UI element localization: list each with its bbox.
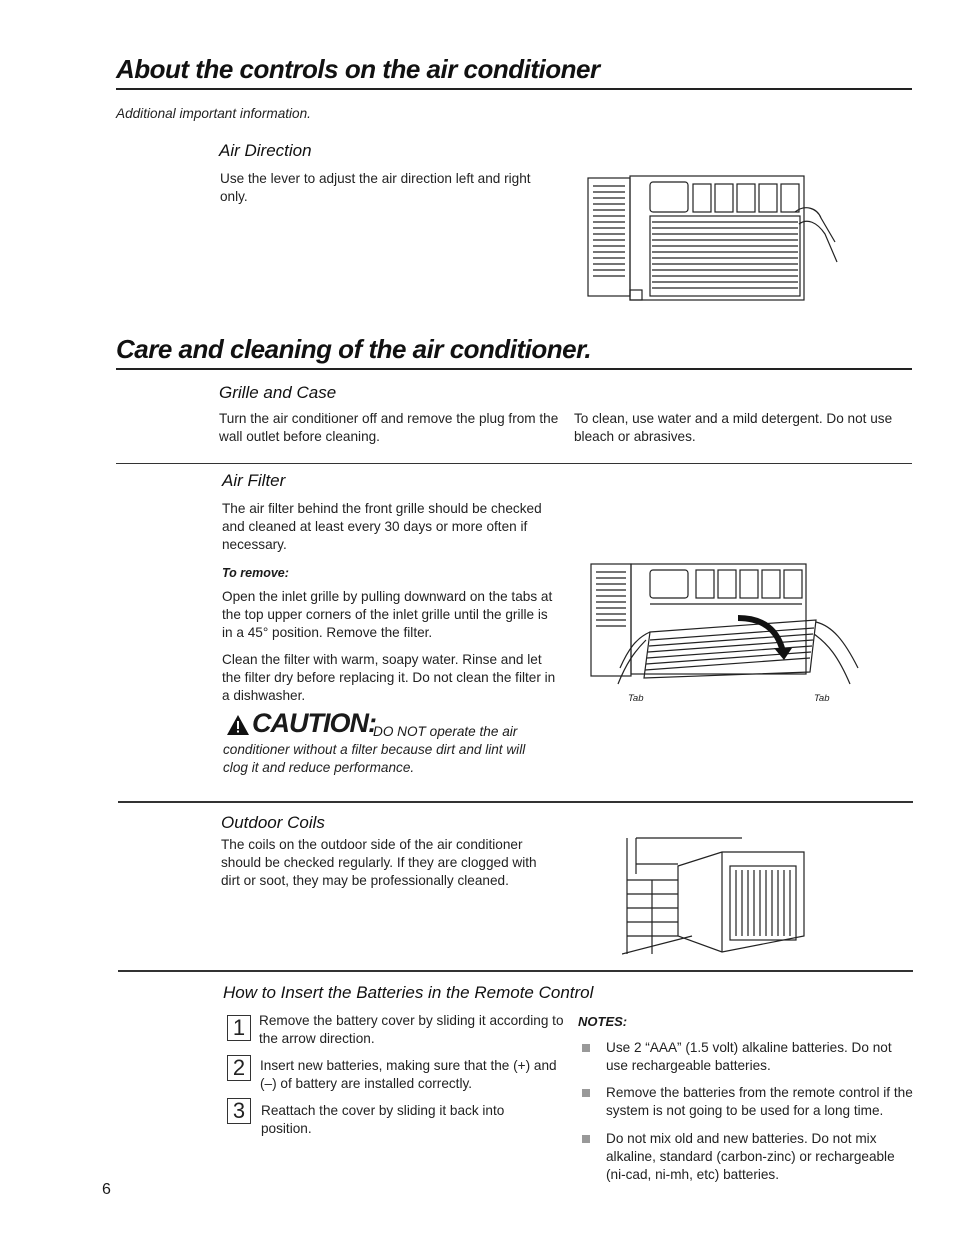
air-direction-heading: Air Direction [219,141,312,160]
side-vents-2 [596,572,626,626]
note-text-3: Do not mix old and new batteries. Do not mix alkaline, standard (carbon-zinc) or rechargeable (ni-cad, ni-mh, etc) batteries. [606,1131,895,1182]
caution-text-line1: DO NOT operate the air [373,724,518,739]
note-text-1: Use 2 “AAA” (1.5 volt) alkaline batteries. Do not use rechargeable batteries. [606,1040,892,1073]
tab-label-right: Tab [814,693,830,704]
step-number-1: 1 [227,1015,251,1041]
caution-word: CAUTION: [252,708,376,738]
page-number: 6 [102,1181,111,1198]
top-louvers [693,184,799,212]
subtitle: Additional important information. [116,106,311,121]
outdoor-coils-heading: Outdoor Coils [221,813,325,832]
section-title-care: Care and cleaning of the air conditioner. [116,334,592,364]
air-filter-text-1: The air filter behind the front grille should be checked and cleaned at least every 30 days or more often if necessary. [222,501,542,552]
air-filter-text-2: Open the inlet grille by pulling downward on the tabs at the top upper corners of the inlet grille until the grille is in a 45° position. Remove the filter. [222,589,553,640]
section-title-controls: About the controls on the air conditioner [116,54,600,84]
ac-filter-removal-illustration [588,560,870,690]
step-text-2: Insert new batteries, making sure that the (+) and (–) of battery are installed correctly. [260,1058,557,1091]
note-bullet-2 [582,1089,590,1097]
outdoor-coils-text: The coils on the outdoor side of the air conditioner should be checked regularly. If they are clogged with dirt or soot, they may be professionally cleaned. [221,837,537,888]
note-bullet-1 [582,1044,590,1052]
coil-grille-lines [736,870,790,936]
divider-3 [118,970,913,972]
care-title-rule [116,368,912,370]
air-direction-text: Use the lever to adjust the air direction left and right only. [220,171,531,204]
air-filter-heading: Air Filter [222,471,286,490]
right-hand-icon [814,622,858,684]
side-vents [593,186,625,276]
air-filter-text-3: Clean the filter with warm, soapy water. Rinse and let the filter dry before replacing it. Do not clean the filter in a dishwasher. [222,652,556,703]
batteries-heading: How to Insert the Batteries in the Remote Control [223,983,594,1002]
to-remove-label: To remove: [222,566,289,580]
title-rule [116,88,912,90]
tab-label-left: Tab [628,693,644,704]
siding-lines [627,880,678,954]
step-number-2: 2 [227,1055,251,1081]
divider-2 [118,801,913,803]
notes-label: NOTES: [578,1014,628,1029]
caution-text-rest: conditioner without a filter because dirt and lint will clog it and reduce performance. [223,742,526,775]
note-bullet-3 [582,1135,590,1143]
note-text-2: Remove the batteries from the remote control if the system is not going to be used for a long time. [606,1085,913,1118]
grille-case-text-right: To clean, use water and a mild detergent. Do not use bleach or abrasives. [574,411,893,444]
hand-icon [795,208,837,262]
outdoor-coils-illustration [622,836,812,956]
step-text-3: Reattach the cover by sliding it back into position. [261,1103,505,1136]
grille-case-heading: Grille and Case [219,383,337,402]
step-number-3: 3 [227,1098,251,1124]
warning-icon [226,714,250,736]
front-grille-lines [652,222,798,288]
ac-unit-lever-illustration [585,172,840,302]
step-text-1: Remove the battery cover by sliding it according to the arrow direction. [259,1013,564,1046]
divider-1 [116,463,912,464]
grille-case-text-left: Turn the air conditioner off and remove the plug from the wall outlet before cleaning. [219,411,559,444]
